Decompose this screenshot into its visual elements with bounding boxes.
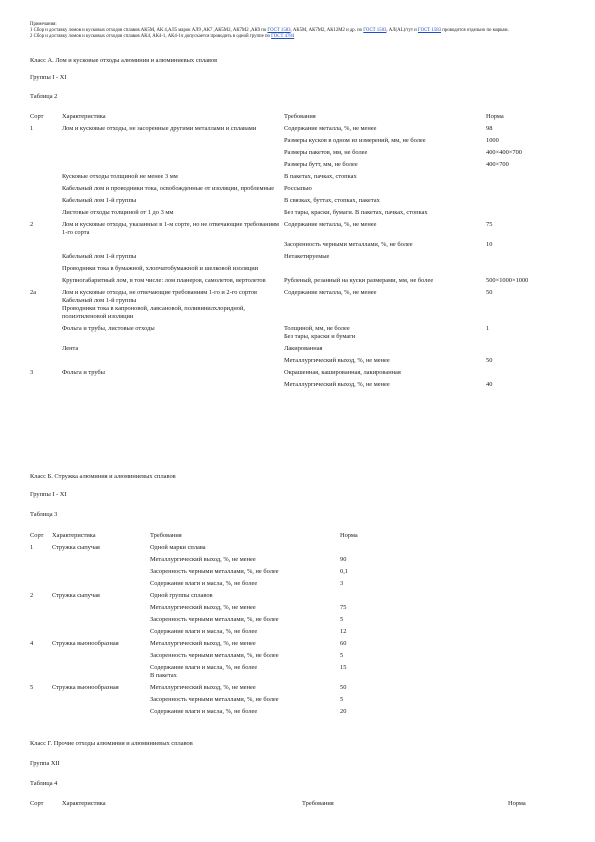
cell-characteristic: Кабельный лом 1-й группы <box>62 197 137 204</box>
cell-sort <box>30 696 52 708</box>
col-header-characteristic: Характеристика <box>62 113 106 120</box>
cell-norm: 15 <box>340 664 347 671</box>
table-row <box>30 580 390 592</box>
cell-norm <box>486 369 570 381</box>
note-2 <box>30 34 570 40</box>
cell-requirements: Одной марки сплава <box>150 544 206 551</box>
cell-norm: 3 <box>340 580 344 587</box>
note-text: 2 Сбор и доставку ломов и кусковых отходов сплавов АК4, АК4-1, АК4-1ч допускается проводить в одной группе по <box>30 34 272 39</box>
cell-requirements: Металлургический выход, %, не менее <box>150 684 256 691</box>
cell-characteristic <box>52 556 150 568</box>
cell-norm: 75 <box>340 604 347 611</box>
col-header-requirements: Требования <box>302 800 334 807</box>
cell-characteristic <box>62 241 284 253</box>
table-row <box>30 628 390 640</box>
cell-characteristic: Проводники тока в бумажной, хлопчатобумажной и шелковой изоляции <box>62 265 259 272</box>
cell-sort <box>30 556 52 568</box>
cell-sort <box>30 197 62 209</box>
cell-norm <box>486 265 570 277</box>
table-row <box>30 664 390 684</box>
cell-sort <box>30 580 52 592</box>
table-row <box>30 241 570 253</box>
col-header-norm: Норма <box>340 532 358 539</box>
cell-characteristic: Стружка вьюнообразная <box>52 684 119 691</box>
cell-norm <box>486 209 570 221</box>
table-header-row <box>30 113 570 125</box>
cell-characteristic: Крупногабаритный лом, в том числе: лом планеров, самолетов, вертолетов <box>62 277 266 284</box>
cell-requirements: Содержание влаги и масла, %, не более <box>150 708 258 715</box>
cell-norm: 12 <box>340 628 347 635</box>
cell-sort <box>30 137 62 149</box>
cell-characteristic <box>52 604 150 616</box>
cell-requirements: Металлургический выход, %, не менее <box>150 604 256 611</box>
cell-requirements: Размеры кусков в одном из измерений, мм, не более <box>284 137 426 144</box>
cell-requirements: Окрашенная, кашированная, лакированная <box>284 369 401 376</box>
cell-sort <box>30 209 62 221</box>
cell-requirements: Засоренность черными металлами, %, не более <box>150 696 279 703</box>
class-a-groups: Группы I - XI <box>30 74 67 81</box>
cell-characteristic <box>52 568 150 580</box>
cell-characteristic <box>62 357 284 369</box>
cell-norm: 400×400×700 <box>486 149 522 156</box>
cell-norm: 50 <box>340 684 347 691</box>
cell-requirements <box>284 265 486 277</box>
cell-requirements: Засоренность черными металлами, %, не более <box>150 652 279 659</box>
cell-characteristic: Лом и кусковые отходы, не отвечающие требованиям 1-го и 2-го сортов Кабельный лом 1-й группы Проводники тока в капроновой, лавсановой, поливинилхлоридной, полиэтиленовой изоляции <box>62 289 258 320</box>
cell-norm <box>486 185 570 197</box>
table-row <box>30 221 570 241</box>
col-header-characteristic: Характеристика <box>62 800 106 807</box>
notes <box>30 22 570 40</box>
table-row <box>30 381 570 393</box>
cell-norm: 5 <box>340 696 344 703</box>
table-row <box>30 137 570 149</box>
cell-characteristic: Стружка сыпучая <box>52 592 100 599</box>
cell-requirements: Металлургический выход, %, не менее <box>284 357 390 364</box>
cell-characteristic <box>52 652 150 664</box>
cell-sort <box>30 628 52 640</box>
cell-sort <box>30 277 62 289</box>
table-row <box>30 369 570 381</box>
cell-norm: 1 <box>486 325 490 332</box>
table-row <box>30 277 570 289</box>
cell-norm <box>340 592 390 604</box>
cell-characteristic: Кусковые отходы толщиной не менее 3 мм <box>62 173 178 180</box>
cell-sort <box>30 652 52 664</box>
cell-sort <box>30 616 52 628</box>
class-g-groups: Группа XII <box>30 760 60 767</box>
cell-sort <box>30 664 52 684</box>
col-header-characteristic: Характеристика <box>52 532 96 539</box>
cell-requirements: Содержание металла, %, не менее <box>284 125 377 132</box>
cell-norm: 0,1 <box>340 568 348 575</box>
cell-characteristic <box>52 616 150 628</box>
cell-characteristic: Лом и кусковые отходы, указанные в 1-м сорте, но не отвечающие требованиям 1-го сорта <box>62 221 279 236</box>
table-row <box>30 149 570 161</box>
col-header-requirements: Требования <box>284 113 316 120</box>
cell-norm: 90 <box>340 556 347 563</box>
class-b-heading: Класс Б. Стружка алюминия и алюминиевых сплавов <box>30 473 176 480</box>
table-row <box>30 197 570 209</box>
cell-characteristic: Фольга и трубы <box>62 369 105 376</box>
cell-requirements: Засоренность черными металлами, %, не более <box>284 241 413 248</box>
cell-requirements: Одной группы сплавов <box>150 592 213 599</box>
col-header-sort: Сорт <box>30 532 44 539</box>
cell-sort <box>30 325 62 345</box>
cell-requirements: Металлургический выход, %, не менее <box>150 640 256 647</box>
cell-norm: 75 <box>486 221 493 228</box>
cell-norm <box>486 197 570 209</box>
cell-characteristic <box>52 580 150 592</box>
gost-link[interactable]: ГОСТ 1583 <box>363 28 387 33</box>
table-4 <box>30 800 570 812</box>
table-row <box>30 592 390 604</box>
cell-characteristic: Лом и кусковые отходы, не засоренные другими металлами и сплавами <box>62 125 257 132</box>
cell-sort: 2 <box>30 221 34 228</box>
cell-requirements: Содержание влаги и масла, %, не более В пакетах <box>150 664 258 679</box>
cell-norm: 40 <box>486 381 493 388</box>
table-row <box>30 161 570 173</box>
table-4-label: Таблица 4 <box>30 780 58 787</box>
cell-norm <box>486 253 570 265</box>
col-header-norm: Норма <box>486 113 504 120</box>
gost-link[interactable]: ГОСТ 1583 <box>267 28 291 33</box>
table-row <box>30 325 570 345</box>
cell-characteristic: Кабельный лом 1-й группы <box>62 253 137 260</box>
cell-sort <box>30 241 62 253</box>
table-2 <box>30 113 570 393</box>
cell-requirements: Размеры бутт, мм, не более <box>284 161 358 168</box>
cell-characteristic <box>62 381 284 393</box>
cell-norm <box>486 345 570 357</box>
cell-characteristic: Кабельный лом и проводники тока, освобожденные от изоляции, проблемные <box>62 185 275 192</box>
cell-requirements: Содержание металла, %, не менее <box>284 289 377 296</box>
cell-requirements: Металлургический выход, %, не менее <box>284 381 390 388</box>
note-text: проводится отдельно по маркам. <box>441 28 509 33</box>
cell-characteristic <box>62 137 284 149</box>
table-row <box>30 265 570 277</box>
cell-requirements: Размеры пакетов, мм, не более <box>284 149 368 156</box>
cell-sort: 4 <box>30 640 34 647</box>
cell-sort <box>30 568 52 580</box>
cell-requirements: Толщиной, мм, не более Без тары, краски и бумаги <box>284 325 356 340</box>
cell-requirements: Содержание влаги и масла, %, не более <box>150 628 258 635</box>
cell-sort: 1 <box>30 544 34 551</box>
table-row <box>30 185 570 197</box>
cell-sort <box>30 253 62 265</box>
table-3 <box>30 532 390 720</box>
cell-norm: 50 <box>486 357 493 364</box>
cell-sort <box>30 604 52 616</box>
cell-characteristic: Листовые отходы толщиной от 1 до 3 мм <box>62 209 174 216</box>
gost-link[interactable]: ГОСТ 1583 <box>417 28 442 33</box>
notes-heading: Примечания: <box>30 22 57 27</box>
cell-requirements: Без тары, краски, бумаги. В пакетах, пачках, стопках <box>284 209 428 216</box>
cell-sort <box>30 708 52 720</box>
gost-link[interactable]: ГОСТ 4784 <box>271 34 295 39</box>
cell-sort <box>30 149 62 161</box>
table-row <box>30 125 570 137</box>
table-row <box>30 640 390 652</box>
cell-sort <box>30 345 62 357</box>
cell-requirements: Металлургический выход, %, не менее <box>150 556 256 563</box>
class-g-heading: Класс Г. Прочие отходы алюминия и алюминиевых сплавов <box>30 740 193 747</box>
cell-requirements: Рубленый, резанный на куски размерами, мм, не более <box>284 277 434 284</box>
cell-sort: 1 <box>30 125 34 132</box>
table-row <box>30 684 390 696</box>
col-header-sort: Сорт <box>30 113 44 120</box>
cell-norm: 500×1000×1000 <box>486 277 529 284</box>
table-row <box>30 556 390 568</box>
class-b-groups: Группы I - XI <box>30 491 67 498</box>
table-row <box>30 253 570 265</box>
cell-sort <box>30 161 62 173</box>
table-3-label: Таблица 3 <box>30 511 58 518</box>
table-2-label: Таблица 2 <box>30 93 58 100</box>
cell-characteristic <box>52 628 150 640</box>
table-row <box>30 173 570 185</box>
cell-requirements: Содержание металла, %, не менее <box>284 221 377 228</box>
cell-characteristic: Лента <box>62 345 79 352</box>
cell-norm: 5 <box>340 616 344 623</box>
table-row <box>30 708 390 720</box>
cell-norm: 60 <box>340 640 347 647</box>
cell-norm: 10 <box>486 241 493 248</box>
cell-requirements: Содержание влаги и масла, %, не более <box>150 580 258 587</box>
table-row <box>30 604 390 616</box>
cell-requirements: Лакированная <box>284 345 323 352</box>
cell-characteristic: Фольга и трубы, листовые отходы <box>62 325 155 332</box>
cell-sort <box>30 265 62 277</box>
cell-characteristic <box>62 149 284 161</box>
cell-norm: 400×700 <box>486 161 509 168</box>
table-row <box>30 345 570 357</box>
table-row <box>30 652 390 664</box>
cell-sort <box>30 173 62 185</box>
cell-sort: 2 <box>30 592 34 599</box>
cell-requirements: Россыпью <box>284 185 312 192</box>
table-header-row <box>30 532 390 544</box>
table-row <box>30 544 390 556</box>
cell-sort <box>30 381 62 393</box>
cell-norm: 50 <box>486 289 493 296</box>
cell-norm <box>340 544 390 556</box>
cell-norm: 5 <box>340 652 344 659</box>
note-text: , АК5М, АК7М2, АК12М2 и др. по <box>290 28 364 33</box>
cell-requirements: Засоренность черными металлами, %, не более <box>150 568 279 575</box>
col-header-requirements: Требования <box>150 532 182 539</box>
table-header-row <box>30 800 570 812</box>
cell-sort: 3 <box>30 369 34 376</box>
cell-requirements: В пакетах, пачках, стопках <box>284 173 357 180</box>
cell-requirements: В связках, буттах, стопках, пакетах <box>284 197 380 204</box>
cell-characteristic <box>52 696 150 708</box>
cell-sort: 2а <box>30 289 37 296</box>
cell-sort: 5 <box>30 684 34 691</box>
table-row <box>30 616 390 628</box>
cell-norm: 98 <box>486 125 493 132</box>
cell-characteristic: Стружка вьюнообразная <box>52 640 119 647</box>
col-header-norm: Норма <box>508 800 526 807</box>
cell-characteristic: Стружка сыпучая <box>52 544 100 551</box>
cell-requirements: Засоренность черными металлами, %, не более <box>150 616 279 623</box>
table-row <box>30 357 570 369</box>
cell-sort <box>30 185 62 197</box>
note-text: , АЛ(AL)/тут и <box>386 28 418 33</box>
class-a-heading: Класс А. Лом и кусковые отходы алюминия и алюминиевых сплавов <box>30 57 218 64</box>
cell-norm: 1000 <box>486 137 499 144</box>
cell-norm <box>486 173 570 185</box>
table-row <box>30 289 570 325</box>
col-header-sort: Сорт <box>30 800 44 807</box>
table-row <box>30 209 570 221</box>
cell-requirements: Нетакетируемые <box>284 253 330 260</box>
table-row <box>30 568 390 580</box>
cell-characteristic <box>52 664 150 684</box>
cell-characteristic <box>62 161 284 173</box>
cell-sort <box>30 357 62 369</box>
note-text: 1 Сбор и доставку ломов и кусковых отходов сплавов АК5М, АК 4,АЛ5 марок АЛ9 ,АК7 ,АК5М2, АК7М2 ,АК9 по <box>30 28 268 33</box>
cell-norm: 20 <box>340 708 347 715</box>
table-row <box>30 696 390 708</box>
cell-characteristic <box>52 708 150 720</box>
